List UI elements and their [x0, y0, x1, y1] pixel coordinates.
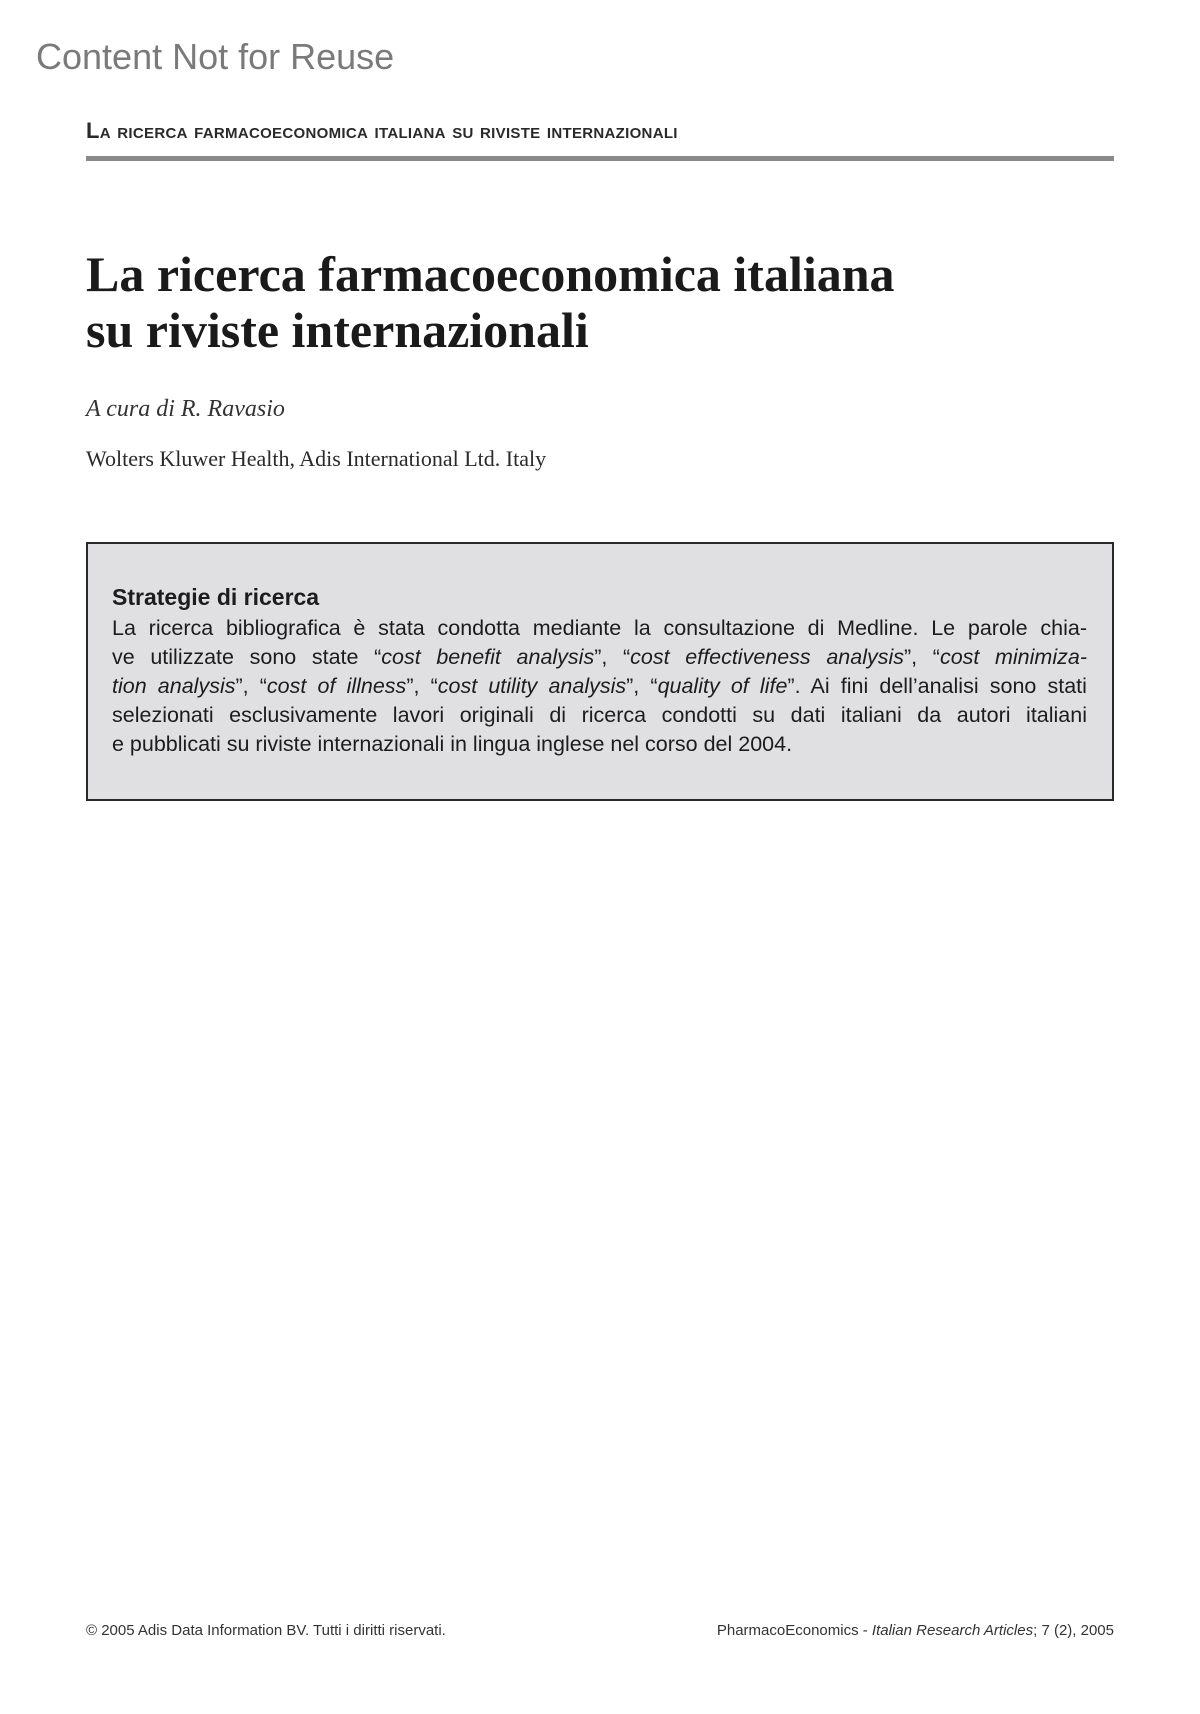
- keyword-quality-of-life: quality of life: [657, 674, 788, 698]
- box-line-3: [112, 672, 1087, 701]
- running-head: La ricerca farmacoeconomica italiana su riviste internazionali: [86, 118, 678, 143]
- box-text-segment: ”, “: [594, 645, 631, 669]
- box-text-segment: ”, “: [626, 674, 658, 698]
- keyword-cost-of-illness: cost of illness: [266, 674, 407, 698]
- footer-journal: PharmacoEconomics -: [716, 1622, 872, 1639]
- box-body: [112, 614, 1087, 759]
- affiliation: Wolters Kluwer Health, Adis International Ltd. Italy: [86, 446, 547, 471]
- box-line-5: [112, 730, 1087, 759]
- keyword-cost-minimization-part2: tion analysis: [112, 674, 236, 698]
- box-line-4: [112, 701, 1087, 730]
- keyword-cost-utility-analysis: cost utility analysis: [437, 674, 627, 698]
- article-title: [86, 246, 1114, 358]
- footer-series: Italian Research Articles: [871, 1622, 1034, 1639]
- box-text-segment: selezionati esclusivamente lavori originali di ricerca condotti su dati italiani da autori italiani: [112, 703, 1087, 727]
- box-heading: Strategie di ricerca: [112, 584, 320, 610]
- box-text-segment: ”, “: [406, 674, 438, 698]
- keyword-cost-benefit-analysis: cost benefit analysis: [381, 645, 595, 669]
- box-line-2: [112, 643, 1087, 672]
- search-strategy-box: [86, 542, 1114, 801]
- editor-credit: A cura di R. Ravasio: [86, 396, 285, 422]
- footer-copyright: © 2005 Adis Data Information BV. Tutti i diritti riservati.: [86, 1622, 446, 1639]
- footer-volume: ; 7 (2), 2005: [1033, 1622, 1114, 1639]
- article-title-line-2: su riviste internazionali: [86, 302, 589, 358]
- box-text-segment: La ricerca bibliografica è stata condotta mediante la consultazione di Medline. Le parole chia-: [112, 616, 1087, 640]
- box-text-segment: ”, “: [235, 674, 267, 698]
- header-rule: [86, 156, 1114, 161]
- box-text-segment: e pubblicati su riviste internazionali in lingua inglese nel corso del 2004.: [112, 732, 793, 756]
- watermark-text: Content Not for Reuse: [36, 36, 395, 77]
- article-title-line-1: La ricerca farmacoeconomica italiana: [86, 246, 895, 302]
- keyword-cost-effectiveness-analysis: cost effectiveness analysis: [630, 645, 904, 669]
- box-line-1: [112, 614, 1087, 643]
- box-text-segment: ve utilizzate sono state “: [112, 645, 382, 669]
- box-text-segment: ”. Ai fini dell’analisi sono stati: [787, 674, 1087, 698]
- box-text-segment: ”, “: [904, 645, 940, 669]
- footer-citation: [717, 1622, 1114, 1639]
- keyword-cost-minimization-part1: cost minimiza-: [939, 645, 1087, 669]
